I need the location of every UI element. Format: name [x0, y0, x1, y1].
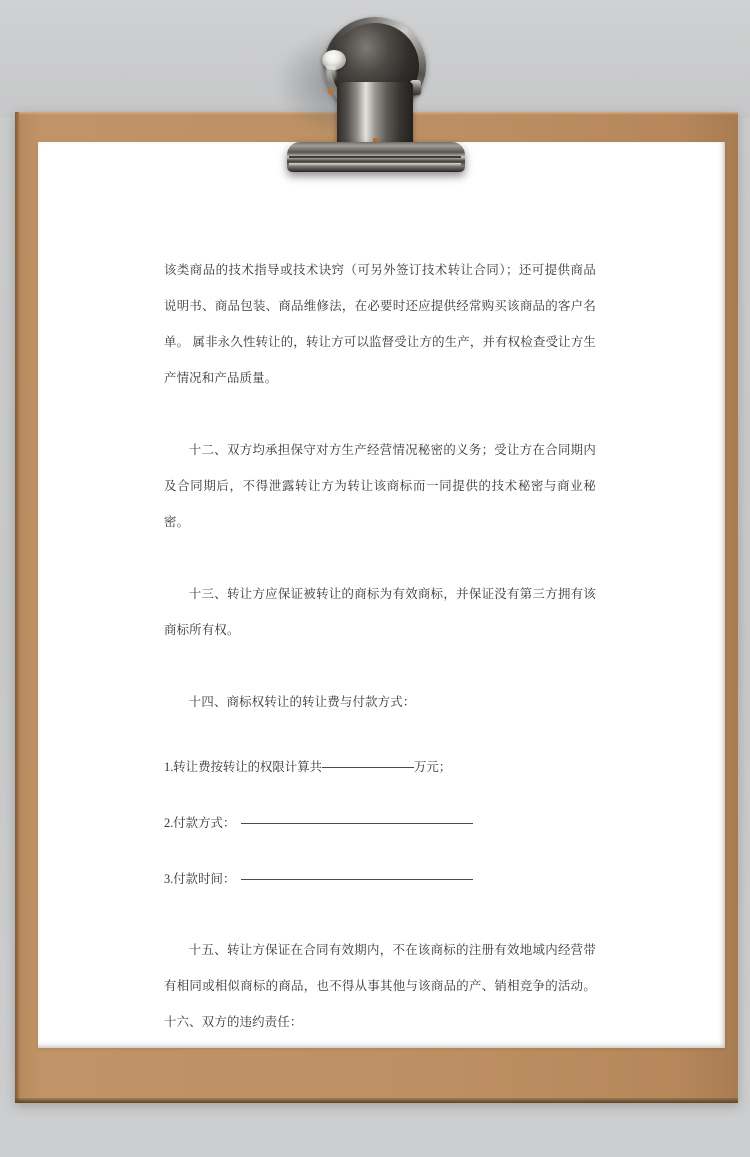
clip-bar-groove-light — [289, 163, 461, 166]
payment-item-1-label: 1.转让费按转让的权限计算共 — [164, 760, 322, 774]
clip-screw-dot-icon — [328, 89, 333, 94]
clipboard-clip[interactable] — [282, 20, 472, 172]
spacer — [164, 540, 596, 576]
paragraph-article-13: 十三、转让方应保证被转让的商标为有效商标，并保证没有第三方拥有该商标所有权。 — [164, 587, 596, 637]
payment-item-3 — [164, 862, 596, 896]
spacer — [164, 648, 596, 684]
paragraph-article-12: 十二、双方均承担保守对方生产经营情况秘密的义务；受让方在合同期内及合同期后，不得泄露转让方为转让该商标而一同提供的技术秘密与商业秘密。 — [164, 443, 596, 529]
paper-sheet — [38, 142, 725, 1048]
payment-item-1 — [164, 750, 596, 784]
document-text-body — [164, 252, 596, 1040]
payment-item-1-unit: 万元； — [413, 760, 452, 774]
paragraph-article-14: 十四、商标权转让的转让费与付款方式： — [188, 695, 416, 709]
transfer-fee-blank-field[interactable] — [322, 766, 414, 768]
payment-item-2 — [164, 806, 596, 840]
payment-time-label: 3.付款时间： — [164, 872, 236, 886]
paragraph-article-15-16: 十五、转让方保证在合同有效期内，不在该商标的注册有效地域内经营带有相同或相似商标的商品，也不得从事其他与该商品的产、销相竞争的活动。 十六、双方的违约责任： — [164, 943, 596, 1029]
paragraph-intro: 该类商品的技术指导或技术诀窍（可另外签订技术转让合同）；还可提供商品说明书、商品包装、商品维修法，在必要时还应提供经常购买该商品的客户名单。 属非永久性转让的，转让方可以监督受让方的生产，并有权检查受让方生产情况和产品质量。 — [164, 263, 596, 385]
payment-method-blank-field[interactable] — [241, 822, 473, 824]
payment-time-blank-field[interactable] — [241, 878, 473, 880]
payment-method-label: 2.付款方式： — [164, 816, 236, 830]
spacer — [164, 720, 596, 750]
clip-bar-groove-dark — [289, 156, 461, 158]
clipboard-left-bevel — [15, 112, 19, 1103]
clipboard-bottom-bevel — [15, 1098, 738, 1103]
clip-spring-hub-reflection — [326, 66, 336, 84]
spacer — [164, 784, 596, 806]
spacer — [164, 840, 596, 862]
spacer — [164, 896, 596, 932]
spacer — [164, 396, 596, 432]
